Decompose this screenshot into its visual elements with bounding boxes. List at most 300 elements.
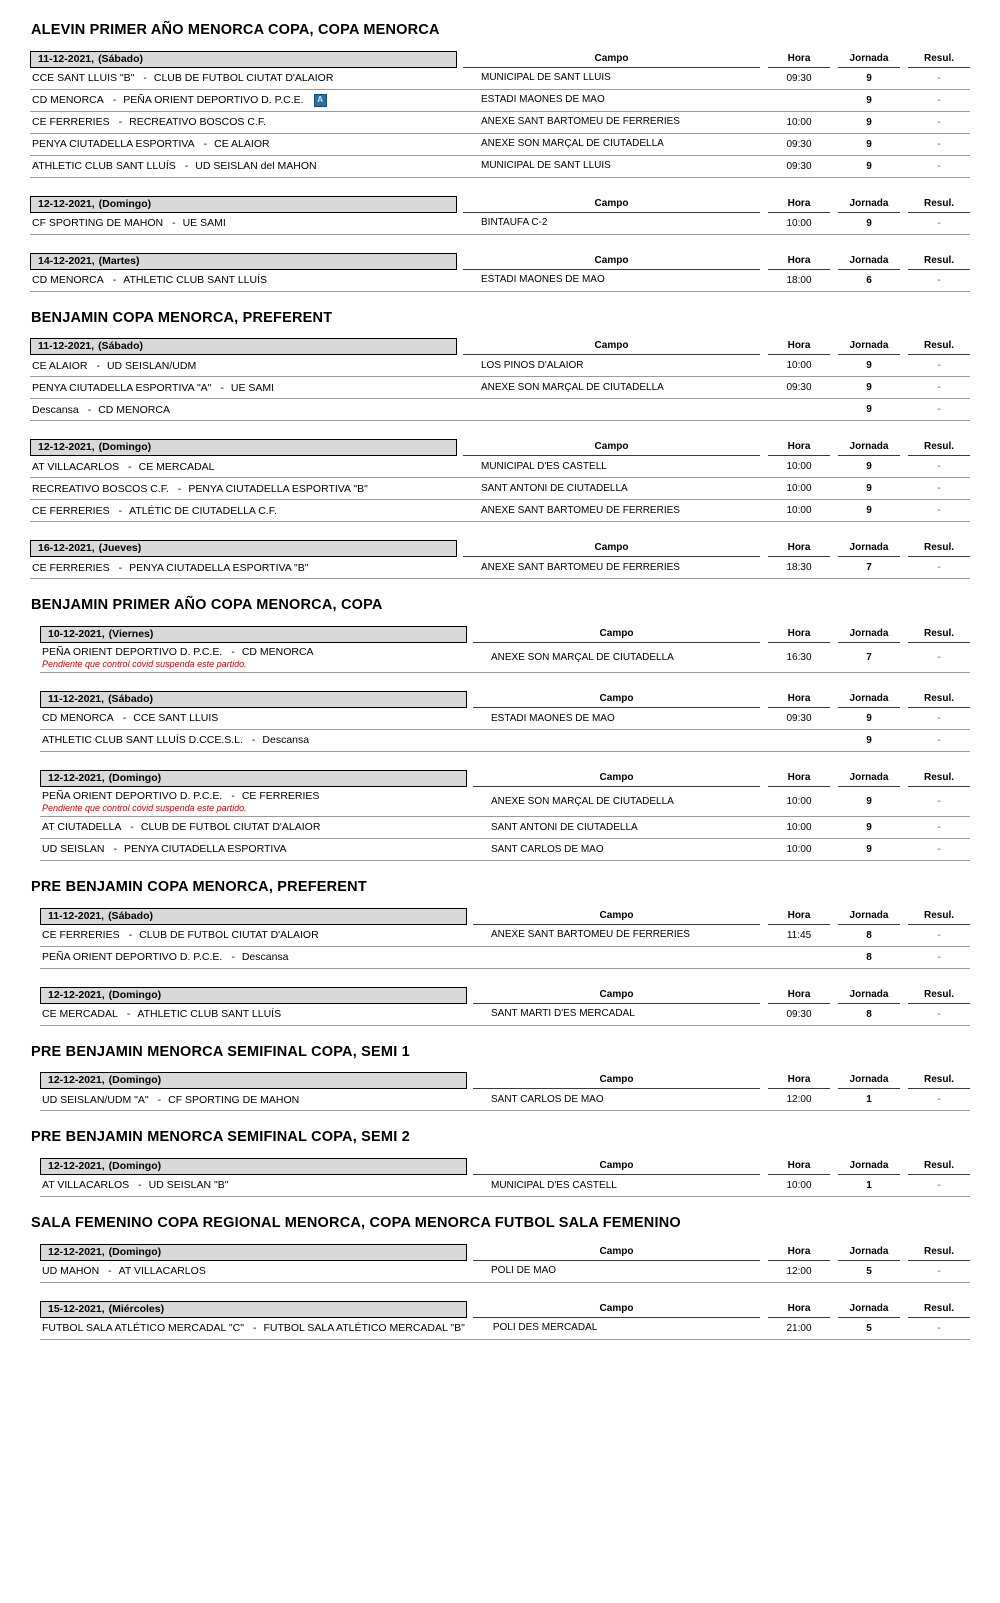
home-team: PEÑA ORIENT DEPORTIVO D. P.C.E. — [42, 646, 223, 659]
match-teams — [32, 160, 453, 173]
match-hora: 09:30 — [786, 72, 812, 84]
match-teams — [32, 461, 453, 474]
competition-title: BENJAMIN PRIMER AÑO COPA MENORCA, COPA — [31, 597, 383, 614]
day-group-header — [40, 1301, 970, 1318]
table-row[interactable] — [30, 557, 970, 579]
match-details — [467, 1004, 970, 1025]
home-team: AT VILLACARLOS — [32, 460, 120, 473]
match-jornada: 9 — [866, 94, 872, 106]
match-teams — [32, 72, 453, 85]
match-resul: - — [937, 160, 941, 172]
match-teams — [42, 734, 463, 747]
versus-separator: - — [231, 646, 235, 659]
column-headers — [467, 772, 970, 787]
match-jornada: 9 — [866, 505, 872, 517]
competition-block — [30, 310, 970, 580]
match-hora: 09:30 — [786, 160, 812, 172]
competition-title: PRE BENJAMIN MENORCA SEMIFINAL COPA, SEMI 1 — [31, 1043, 410, 1060]
match-campo: SANT MARTI D'ES MERCADAL — [491, 1008, 635, 1020]
table-row[interactable] — [40, 643, 970, 673]
column-header-jornada: Jornada — [838, 772, 900, 787]
match-cell — [30, 90, 457, 111]
column-header-hora: Hora — [768, 1160, 830, 1175]
match-cell — [40, 1089, 467, 1110]
match-campo: MUNICIPAL D'ES CASTELL — [491, 1179, 617, 1191]
column-header-campo: Campo — [473, 1160, 760, 1175]
match-rows — [40, 925, 970, 969]
column-header-resul: Resul. — [908, 53, 970, 68]
match-details — [457, 213, 970, 234]
match-jornada: 9 — [866, 796, 872, 808]
column-header-jornada: Jornada — [838, 198, 900, 213]
match-cell — [40, 643, 467, 672]
table-row[interactable] — [30, 68, 970, 90]
date-bar — [40, 770, 467, 787]
match-rows — [40, 1175, 970, 1197]
away-team: PENYA CIUTADELLA ESPORTIVA "B" — [188, 482, 368, 495]
column-header-resul: Resul. — [908, 989, 970, 1004]
match-teams — [42, 1265, 463, 1278]
column-header-campo: Campo — [473, 1246, 760, 1261]
match-rows — [40, 708, 970, 752]
attachment-a-icon[interactable] — [314, 94, 327, 107]
competition-title: SALA FEMENINO COPA REGIONAL MENORCA, COPA MENORCA FUTBOL SALA FEMENINO — [31, 1215, 681, 1232]
match-hora: 10:00 — [786, 217, 812, 229]
day-group-header — [40, 1244, 970, 1261]
match-cell — [40, 787, 467, 816]
match-campo: SANT CARLOS DE MAÓ — [491, 843, 604, 855]
home-team: CE ALAIOR — [32, 359, 88, 372]
match-resul: - — [937, 1094, 941, 1106]
match-cell — [30, 456, 457, 477]
table-row[interactable] — [30, 500, 970, 522]
match-cell — [40, 839, 467, 860]
match-jornada: 9 — [866, 382, 872, 394]
match-cell — [30, 355, 457, 376]
table-row[interactable] — [40, 730, 970, 752]
table-row[interactable] — [30, 478, 970, 500]
date-text: 15-12-2021, — [48, 1302, 105, 1315]
home-team: CD MENORCA — [32, 273, 104, 286]
column-header-campo: Campo — [463, 53, 760, 68]
versus-separator: - — [220, 381, 224, 394]
column-headers — [457, 53, 970, 68]
match-campo: POLI DES MERCADAL — [492, 1322, 598, 1334]
match-rows — [30, 456, 970, 522]
table-row[interactable] — [40, 1089, 970, 1111]
match-cell — [30, 112, 457, 133]
column-header-jornada: Jornada — [838, 53, 900, 68]
match-resul: - — [937, 713, 941, 725]
match-teams — [42, 646, 463, 659]
match-jornada: 9 — [866, 217, 872, 229]
match-teams — [32, 382, 453, 395]
away-team: CE MERCADAL — [138, 460, 215, 473]
match-details — [457, 456, 970, 477]
day-of-week-text: (Domingo) — [108, 1160, 162, 1173]
day-of-week-text: (Domingo) — [108, 1245, 162, 1258]
match-campo: ANEXE SANT BARTOMEU DE FERRERIES — [481, 504, 680, 516]
match-details — [457, 355, 970, 376]
away-team: CE ALAIOR — [214, 137, 270, 150]
match-campo: LOS PINOS D'ALAIOR — [481, 359, 584, 371]
match-rows — [30, 557, 970, 579]
day-group-header — [30, 253, 970, 270]
match-teams — [32, 116, 453, 129]
away-team: UD SEISLAN "B" — [148, 1179, 229, 1192]
day-of-week-text: (Domingo) — [98, 441, 152, 454]
table-row[interactable] — [30, 134, 970, 156]
home-team: FUTBOL SALA ATLÉTICO MERCADAL "C" — [42, 1321, 244, 1334]
column-header-hora: Hora — [768, 340, 830, 355]
table-row[interactable] — [40, 1261, 970, 1283]
day-group — [40, 1158, 970, 1197]
table-row[interactable] — [30, 270, 970, 292]
column-header-jornada: Jornada — [838, 1246, 900, 1261]
column-header-jornada: Jornada — [838, 255, 900, 270]
match-teams — [42, 843, 463, 856]
column-header-campo: Campo — [463, 340, 760, 355]
column-header-hora: Hora — [768, 772, 830, 787]
match-jornada: 9 — [866, 713, 872, 725]
table-row[interactable] — [40, 817, 970, 839]
match-details — [467, 708, 970, 729]
column-header-jornada: Jornada — [838, 693, 900, 708]
match-teams — [32, 505, 453, 518]
column-header-campo: Campo — [463, 441, 760, 456]
column-header-resul: Resul. — [908, 772, 970, 787]
table-row[interactable] — [30, 112, 970, 134]
match-note: Pendiente que control covid suspenda este partido. — [42, 658, 247, 669]
home-team: ATHLETIC CLUB SANT LLUÍS D.CCE.S.L. — [42, 734, 243, 747]
match-details — [457, 90, 970, 111]
column-header-hora: Hora — [768, 1303, 830, 1318]
match-resul: - — [937, 483, 941, 495]
column-headers — [467, 989, 970, 1004]
versus-separator: - — [96, 359, 100, 372]
match-campo: ANEXE SON MARÇAL DE CIUTADELLA — [481, 138, 664, 150]
home-team: CCE SANT LLUIS "B" — [32, 71, 135, 84]
match-cell — [30, 478, 457, 499]
match-details — [457, 500, 970, 521]
versus-separator: - — [118, 115, 123, 128]
competition-block — [30, 879, 970, 1026]
column-header-campo: Campo — [473, 1303, 760, 1318]
match-rows — [40, 1089, 970, 1111]
date-text: 12-12-2021, — [38, 441, 95, 454]
competition-block — [30, 1044, 970, 1112]
column-header-hora: Hora — [768, 989, 830, 1004]
versus-separator: - — [231, 950, 235, 963]
table-row[interactable] — [30, 213, 970, 235]
match-details — [457, 557, 970, 578]
table-row[interactable] — [40, 925, 970, 947]
match-campo: ESTADI MAONÉS DE MAÓ — [481, 274, 605, 286]
day-group-header — [40, 908, 970, 925]
away-team: Descansa — [241, 950, 289, 963]
column-header-resul: Resul. — [908, 1160, 970, 1175]
column-headers — [467, 1074, 970, 1089]
date-text: 12-12-2021, — [48, 988, 105, 1001]
match-teams — [32, 217, 453, 230]
competition-block — [30, 1215, 970, 1340]
match-teams — [42, 1008, 463, 1021]
table-row[interactable] — [40, 1004, 970, 1026]
day-of-week-text: (Sábado) — [98, 52, 143, 65]
away-team: PENYA CIUTADELLA ESPORTIVA "B" — [129, 561, 309, 574]
date-text: 11-12-2021, — [48, 693, 105, 706]
column-header-resul: Resul. — [908, 255, 970, 270]
date-bar — [40, 1072, 467, 1089]
day-group-header — [30, 439, 970, 456]
column-header-jornada: Jornada — [838, 542, 900, 557]
away-team: CLUB DE FUTBOL CIUTAT D'ALAIOR — [139, 928, 319, 941]
table-row[interactable] — [40, 839, 970, 861]
column-header-campo: Campo — [473, 910, 760, 925]
column-header-resul: Resul. — [908, 1303, 970, 1318]
match-cell — [40, 708, 467, 729]
match-resul: - — [937, 929, 941, 941]
home-team: AT CIUTADELLA — [42, 821, 122, 834]
column-header-resul: Resul. — [908, 1074, 970, 1089]
competition-title: PRE BENJAMIN COPA MENORCA, PREFERENT — [31, 879, 367, 896]
home-team: CD MENORCA — [42, 712, 114, 725]
competition-block — [30, 597, 970, 861]
day-group — [30, 439, 970, 522]
date-text: 10-12-2021, — [48, 628, 105, 641]
date-text: 12-12-2021, — [48, 1160, 105, 1173]
date-bar — [40, 1244, 467, 1261]
date-bar — [30, 338, 457, 355]
column-headers — [467, 1246, 970, 1261]
table-row[interactable] — [30, 399, 970, 421]
away-team: PENYA CIUTADELLA ESPORTIVA — [123, 843, 287, 856]
match-hora: 10:00 — [786, 461, 812, 473]
day-of-week-text: (Sábado) — [108, 909, 153, 922]
home-team: CE FERRERIES — [32, 504, 110, 517]
match-hora: 12:00 — [786, 1265, 812, 1277]
match-hora: 10:00 — [786, 822, 812, 834]
match-resul: - — [937, 1008, 941, 1020]
table-row[interactable] — [40, 1318, 970, 1340]
match-jornada: 9 — [866, 138, 872, 150]
match-jornada: 9 — [866, 822, 872, 834]
match-teams — [42, 929, 463, 942]
versus-separator: - — [177, 482, 182, 495]
home-team: UD MAHON — [42, 1264, 100, 1277]
day-group-header — [40, 987, 970, 1004]
match-rows — [30, 270, 970, 292]
day-group — [30, 253, 970, 292]
match-cell — [30, 500, 457, 521]
match-hora: 09:30 — [786, 382, 812, 394]
away-team: Descansa — [262, 734, 310, 747]
table-row[interactable] — [30, 156, 970, 178]
date-bar — [40, 908, 467, 925]
match-jornada: 9 — [866, 116, 872, 128]
day-group — [40, 987, 970, 1026]
day-of-week-text: (Jueves) — [98, 542, 142, 555]
date-bar — [40, 691, 467, 708]
column-header-hora: Hora — [768, 542, 830, 557]
column-header-resul: Resul. — [908, 910, 970, 925]
away-team: CE FERRERIES — [241, 790, 320, 803]
column-header-hora: Hora — [768, 441, 830, 456]
day-group-header — [30, 540, 970, 557]
date-bar — [30, 51, 457, 68]
table-row[interactable] — [40, 1175, 970, 1197]
day-group — [40, 770, 970, 861]
match-cell — [30, 557, 457, 578]
match-details — [467, 947, 970, 968]
away-team: UE SAMI — [182, 216, 226, 229]
match-jornada: 1 — [866, 1094, 872, 1106]
match-details — [467, 643, 970, 672]
match-hora: 10:00 — [786, 116, 812, 128]
match-campo: MUNICIPAL DE SANT LLUIS — [481, 160, 611, 172]
match-teams — [32, 404, 453, 417]
match-resul: - — [937, 72, 941, 84]
match-resul: - — [937, 94, 941, 106]
versus-separator: - — [122, 712, 127, 725]
date-bar — [40, 1158, 467, 1175]
match-details — [457, 134, 970, 155]
date-text: 12-12-2021, — [48, 1074, 105, 1087]
competition-block — [30, 1129, 970, 1197]
day-of-week-text: (Viernes) — [108, 628, 154, 641]
match-teams — [42, 1322, 465, 1335]
match-teams — [42, 821, 463, 834]
date-text: 12-12-2021, — [38, 197, 95, 210]
match-jornada: 9 — [866, 160, 872, 172]
match-resul: - — [937, 505, 941, 517]
match-teams — [42, 712, 463, 725]
home-team: AT VILLACARLOS — [42, 1179, 130, 1192]
date-bar — [30, 196, 457, 213]
match-campo: SANT ANTONI DE CIUTADELLA — [481, 482, 628, 494]
match-jornada: 5 — [866, 1265, 872, 1277]
day-group — [30, 51, 970, 178]
table-row[interactable] — [40, 708, 970, 730]
match-campo: MUNICIPAL DE SANT LLUIS — [481, 72, 611, 84]
match-resul: - — [937, 1322, 941, 1334]
date-bar — [30, 253, 457, 270]
column-header-campo: Campo — [463, 198, 760, 213]
match-hora: 12:00 — [786, 1094, 812, 1106]
match-details — [467, 730, 970, 751]
match-hora: 10:00 — [786, 844, 812, 856]
match-resul: - — [937, 1180, 941, 1192]
date-bar — [30, 439, 457, 456]
match-cell — [30, 134, 457, 155]
match-teams — [32, 138, 453, 151]
column-header-campo: Campo — [463, 255, 760, 270]
column-header-jornada: Jornada — [838, 910, 900, 925]
day-of-week-text: (Domingo) — [108, 988, 162, 1001]
column-header-campo: Campo — [473, 693, 760, 708]
match-campo: SANT CARLOS DE MAÓ — [491, 1093, 604, 1105]
match-cell — [30, 270, 457, 291]
away-team: UD SEISLAN/UDM — [106, 359, 197, 372]
match-details — [457, 156, 970, 177]
table-row[interactable] — [30, 456, 970, 478]
away-team: CLUB DE FUTBOL CIUTAT D'ALAIOR — [153, 71, 334, 84]
table-row[interactable] — [30, 90, 970, 112]
match-resul: - — [937, 822, 941, 834]
match-details — [457, 399, 970, 420]
column-headers — [457, 441, 970, 456]
match-resul: - — [937, 461, 941, 473]
match-cell — [40, 947, 467, 968]
home-team: CF SPORTING DE MAHON — [32, 216, 164, 229]
day-of-week-text: (Sábado) — [108, 693, 153, 706]
day-of-week-text: (Martes) — [98, 254, 140, 267]
day-group-header — [40, 691, 970, 708]
match-jornada: 1 — [866, 1180, 872, 1192]
table-row[interactable] — [30, 377, 970, 399]
table-row[interactable] — [40, 787, 970, 817]
day-group-header — [40, 770, 970, 787]
column-header-resul: Resul. — [908, 1246, 970, 1261]
away-team: CCE SANT LLUIS — [133, 712, 219, 725]
match-campo: ANEXE SON MARÇAL DE CIUTADELLA — [491, 795, 674, 807]
match-cell — [30, 156, 457, 177]
match-resul: - — [937, 274, 941, 286]
match-hora: 09:30 — [786, 138, 812, 150]
home-team: CE FERRERIES — [42, 928, 120, 941]
date-text: 11-12-2021, — [38, 340, 95, 353]
match-hora: 18:30 — [786, 562, 812, 574]
away-team: CD MENORCA — [98, 403, 170, 416]
column-header-campo: Campo — [473, 628, 760, 643]
versus-separator: - — [130, 821, 134, 834]
match-resul: - — [937, 652, 941, 664]
versus-separator: - — [87, 403, 92, 416]
versus-separator: - — [112, 93, 117, 106]
day-group — [30, 338, 970, 421]
match-rows — [30, 213, 970, 235]
column-header-hora: Hora — [768, 1074, 830, 1089]
day-of-week-text: (Domingo) — [98, 197, 152, 210]
date-bar — [40, 1301, 467, 1318]
match-campo: ESTADI MAONÉS DE MAÓ — [491, 712, 615, 724]
versus-separator: - — [251, 734, 256, 747]
match-campo: ANEXE SANT BARTOMEU DE FERRERIES — [481, 561, 680, 573]
home-team: UD SEISLAN/UDM "A" — [42, 1093, 149, 1106]
match-campo: ANEXE SANT BARTOMEU DE FERRERIES — [481, 116, 680, 128]
match-details — [467, 1261, 970, 1282]
match-cell — [40, 1318, 469, 1339]
column-header-hora: Hora — [768, 198, 830, 213]
table-row[interactable] — [40, 947, 970, 969]
competition-list — [30, 22, 970, 1340]
match-resul: - — [937, 138, 941, 150]
match-hora: 18:00 — [786, 274, 812, 286]
column-header-jornada: Jornada — [838, 1074, 900, 1089]
match-rows — [40, 1004, 970, 1026]
match-details — [457, 377, 970, 398]
match-campo: ANEXE SON MARÇAL DE CIUTADELLA — [481, 381, 664, 393]
versus-separator: - — [231, 790, 235, 803]
match-resul: - — [937, 116, 941, 128]
table-row[interactable] — [30, 355, 970, 377]
match-resul: - — [937, 562, 941, 574]
match-details — [457, 270, 970, 291]
match-teams — [32, 94, 453, 107]
day-of-week-text: (Sábado) — [98, 340, 143, 353]
column-header-hora: Hora — [768, 693, 830, 708]
match-hora: 10:00 — [786, 360, 812, 372]
